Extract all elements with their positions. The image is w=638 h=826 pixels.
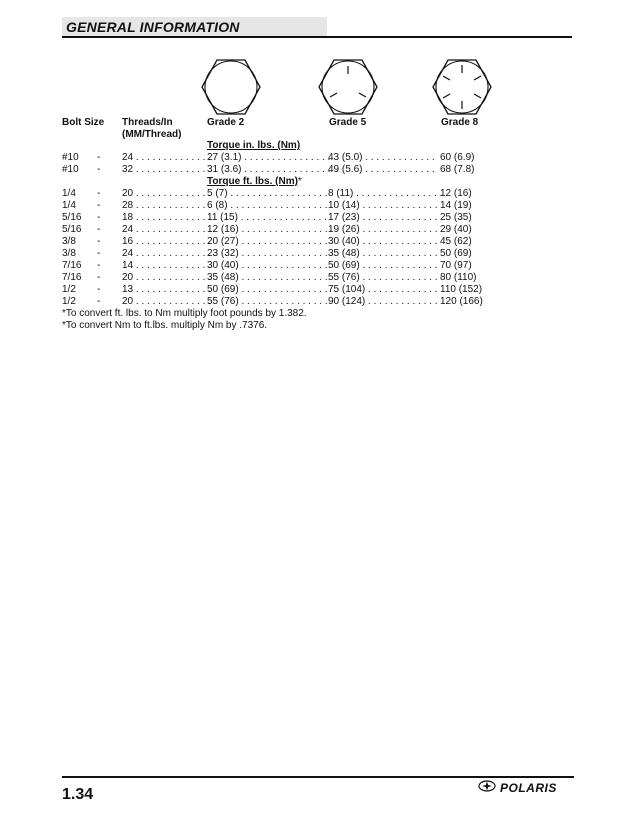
page-header-title: GENERAL INFORMATION — [66, 19, 240, 35]
table-row: 1/4 - 28 . . . . . . . . . . . . . . 6 (8) . . . . . . . . . . . . . . . . . . 10 (14) . . . . . . . . . . . . . . 14 (19) — [62, 200, 472, 211]
col-header-threads-mm: (MM/Thread) — [122, 129, 182, 140]
conversion-note-ftlbs-to-nm: *To convert ft. lbs. to Nm multiply foot pounds by 1.382. — [62, 308, 307, 319]
polaris-logo — [478, 781, 557, 795]
col-header-grade-8: Grade 8 — [441, 117, 479, 128]
table-row: 1/2 - 13 . . . . . . . . . . . . . . 50 (69) . . . . . . . . . . . . . . . . 75 (104) . . . . . . . . . . . . . 110 (152) — [62, 284, 483, 295]
footer-rule — [62, 776, 574, 778]
brand-wordmark: POLARIS — [500, 781, 557, 795]
section-header-torque-ft-lbs: Torque ft. lbs. (Nm)* — [207, 176, 302, 187]
section-header-torque-in-lbs: Torque in. lbs. (Nm) — [207, 140, 301, 151]
table-row: 1/2 - 20 . . . . . . . . . . . . . . 55 (76) . . . . . . . . . . . . . . . . 90 (124) . . . . . . . . . . . . . 120 (166) — [62, 296, 483, 307]
col-header-grade-5: Grade 5 — [329, 117, 367, 128]
grade-8-bolt-head-icon — [430, 58, 494, 116]
col-header-bolt-size: Bolt Size — [62, 117, 105, 128]
table-row: 3/8 - 24 . . . . . . . . . . . . . . 23 (32) . . . . . . . . . . . . . . . . 35 (48) . . . . . . . . . . . . . . 50 (69) — [62, 248, 472, 259]
grade-5-bolt-head-icon — [316, 58, 380, 116]
table-row: 3/8 - 16 . . . . . . . . . . . . . . 20 (27) . . . . . . . . . . . . . . . . 30 (40) . . . . . . . . . . . . . . 45 (62) — [62, 236, 472, 247]
table-row: #10 - 24 . . . . . . . . . . . . . . 27 (3.1) . . . . . . . . . . . . . . . . 43 (5.0) . . . . . . . . . . . . . 60 (6.9) — [62, 152, 475, 163]
table-row: 5/16 - 18 . . . . . . . . . . . . . . 11 (15) . . . . . . . . . . . . . . . . 17 (23) . . . . . . . . . . . . . . 25 (35) — [62, 212, 472, 223]
table-row: #10 - 32 . . . . . . . . . . . . . . 31 (3.6) . . . . . . . . . . . . . . . . 49 (5.6) . . . . . . . . . . . . . 68 (7.8) — [62, 164, 475, 175]
table-row: 7/16 - 14 . . . . . . . . . . . . . . 30 (40) . . . . . . . . . . . . . . . . 50 (69) . . . . . . . . . . . . . . 70 (97) — [62, 260, 472, 271]
header-rule — [62, 36, 572, 38]
page-number: 1.34 — [62, 786, 94, 803]
polaris-star-icon — [478, 779, 496, 797]
col-header-threads: Threads/In — [122, 117, 173, 128]
col-header-grade-2: Grade 2 — [207, 117, 245, 128]
table-row: 1/4 - 20 . . . . . . . . . . . . . . 5 (7) . . . . . . . . . . . . . . . . . . 8 (11) . . . . . . . . . . . . . . . . 12 (16) — [62, 188, 472, 199]
table-row: 5/16 - 24 . . . . . . . . . . . . . . 12 (16) . . . . . . . . . . . . . . . . 19 (26) . . . . . . . . . . . . . . 29 (40) — [62, 224, 472, 235]
conversion-note-nm-to-ftlbs: *To convert Nm to ft.lbs. multiply Nm by .7376. — [62, 320, 268, 331]
table-row: 7/16 - 20 . . . . . . . . . . . . . . 35 (48) . . . . . . . . . . . . . . . . 55 (76) . . . . . . . . . . . . . . 80 (110) — [62, 272, 477, 283]
grade-2-bolt-head-icon — [199, 58, 263, 116]
